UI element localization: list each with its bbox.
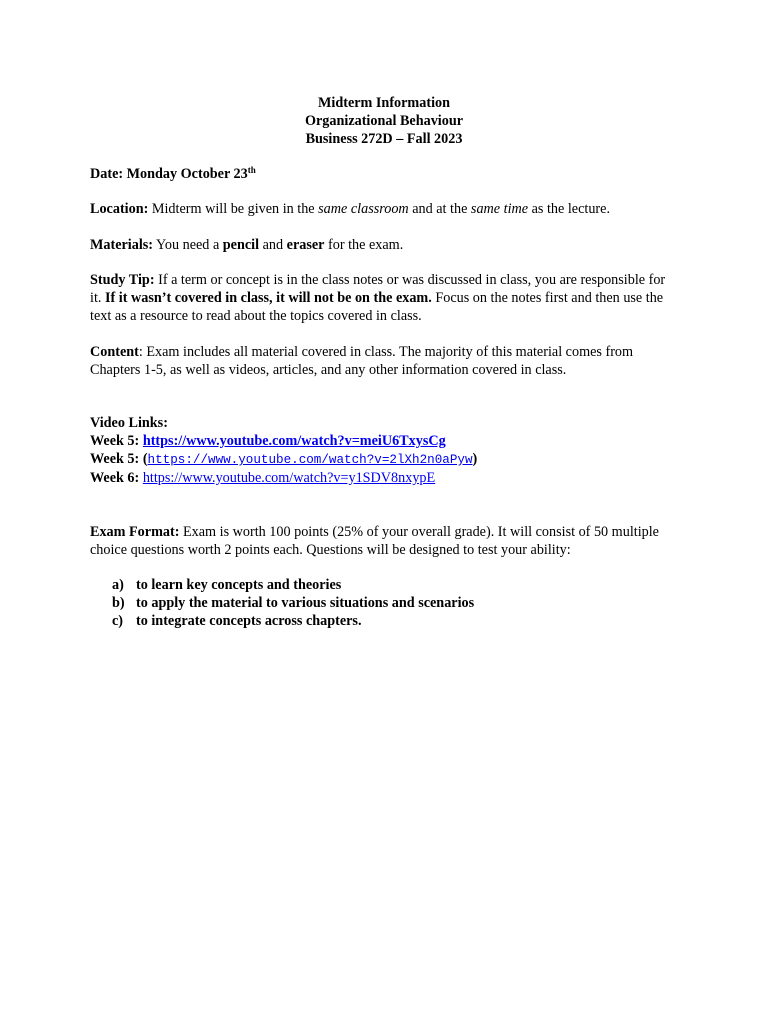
- video-links-section: [90, 414, 690, 487]
- materials-text-3: for the exam.: [324, 237, 404, 253]
- list-item: [112, 576, 474, 594]
- study-tip-emphasis: If it wasn’t covered in class, it will not be on the exam.: [104, 290, 432, 306]
- exam-format-label: Exam Format:: [90, 524, 180, 540]
- location-label: Location:: [90, 201, 149, 217]
- materials-label: Materials:: [90, 237, 154, 253]
- study-tip-paragraph: [90, 271, 680, 325]
- location-text-3: as the lecture.: [528, 201, 610, 217]
- video-link-week5b[interactable]: https://www.youtube.com/watch?v=2lXh2n0aPyw: [147, 453, 473, 467]
- location-emphasis-classroom: same classroom: [318, 201, 409, 217]
- video-link-week-label: Week 5:: [90, 433, 143, 449]
- video-link-row: [90, 432, 690, 450]
- location-text-1: Midterm will be given in the: [148, 201, 319, 217]
- materials-pencil: pencil: [222, 237, 260, 253]
- video-link-row: [90, 469, 690, 487]
- video-links-title: Video Links:: [90, 415, 168, 431]
- content-label: Content: [90, 344, 139, 360]
- video-link-week-label: Week 5:: [90, 451, 143, 467]
- study-tip-label: Study Tip:: [90, 272, 155, 288]
- list-item: [112, 594, 474, 612]
- date-text: Date: Monday October 23: [90, 166, 248, 182]
- video-link-week6[interactable]: https://www.youtube.com/watch?v=y1SDV8nxypE: [142, 470, 436, 486]
- list-marker: c): [112, 613, 124, 629]
- header-title: Midterm Information: [318, 95, 450, 111]
- video-link-row: [90, 450, 690, 469]
- list-item-text: to integrate concepts across chapters.: [136, 613, 362, 629]
- study-tip-text-1: If a term or concept is in the class notes or was discussed in class, you are responsible for it.: [90, 272, 666, 306]
- materials-eraser: eraser: [286, 237, 325, 253]
- materials-paragraph: [90, 236, 690, 254]
- exam-format-paragraph: [90, 523, 680, 559]
- materials-text-1: You need a: [153, 237, 223, 253]
- study-tip-text-2: Focus on the notes first and then use the text as a resource to read about the topics covered in class.: [90, 290, 664, 324]
- document-header: [0, 94, 768, 148]
- location-emphasis-time: same time: [470, 201, 529, 217]
- abilities-list: [112, 576, 474, 630]
- content-text: : Exam includes all material covered in class. The majority of this material comes from Chapters 1-5, as well as videos, articles, and any other information covered in class.: [90, 344, 634, 378]
- video-link-week5a[interactable]: https://www.youtube.com/watch?v=meiU6TxysCg: [142, 433, 446, 449]
- header-term: Business 272D – Fall 2023: [305, 131, 463, 147]
- exam-format-text: Exam is worth 100 points (25% of your overall grade). It will consist of 50 multiple choice questions worth 2 points each. Questions will be designed to test your ability:: [90, 524, 659, 558]
- list-item: [112, 612, 474, 630]
- list-item-text: to apply the material to various situations and scenarios: [136, 595, 475, 611]
- materials-text-2: and: [259, 237, 287, 253]
- list-item-text: to learn key concepts and theories: [136, 577, 342, 593]
- header-course: Organizational Behaviour: [304, 113, 464, 129]
- date-line: [90, 165, 690, 183]
- content-paragraph: [90, 343, 680, 379]
- video-link-open-paren: (: [142, 451, 148, 467]
- list-marker: a): [112, 577, 124, 593]
- video-link-close-paren: ): [472, 451, 478, 467]
- location-text-2: and at the: [408, 201, 471, 217]
- list-marker: b): [112, 595, 125, 611]
- video-link-week-label: Week 6:: [90, 470, 143, 486]
- date-suffix: th: [247, 165, 256, 175]
- location-paragraph: [90, 200, 690, 218]
